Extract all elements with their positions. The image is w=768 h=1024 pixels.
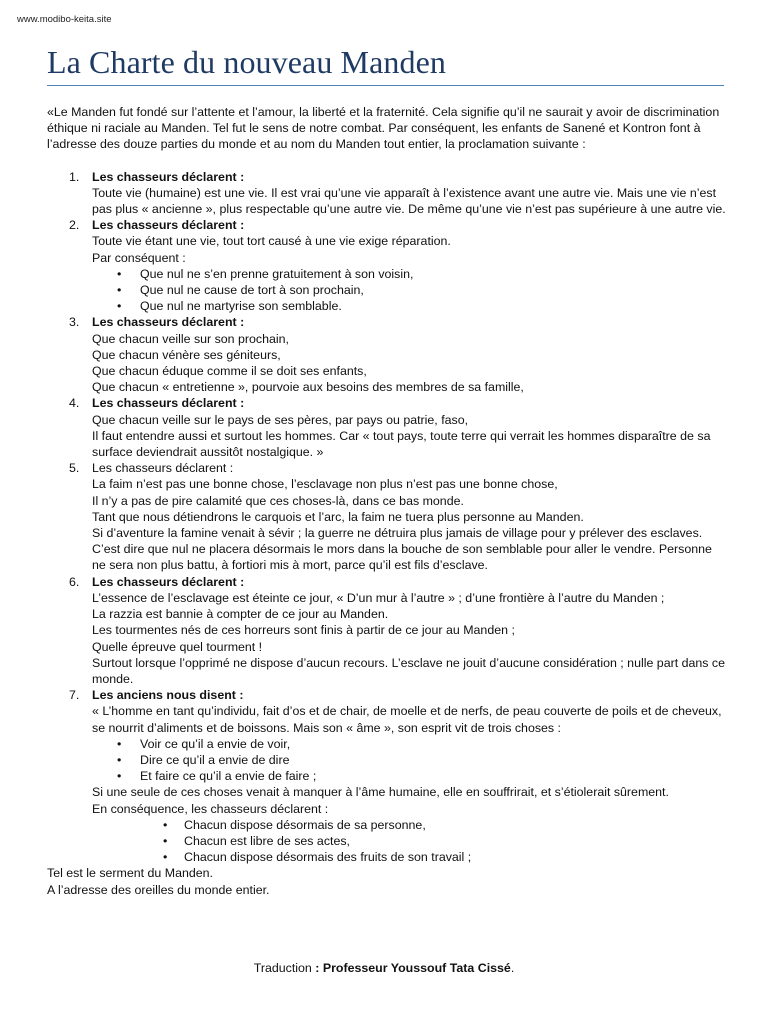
item-line: Toute vie étant une vie, tout tort causé à une vie exige réparation. xyxy=(92,234,451,249)
bullet-list xyxy=(92,736,727,785)
item-line: L’essence de l’esclavage est éteinte ce jour, « D’un mur à l’autre » ; d’une frontière à l’autre du Manden ; xyxy=(92,590,665,605)
bullet-item xyxy=(92,817,727,833)
bullet-text: Que nul ne martyrise son semblable. xyxy=(140,299,342,314)
bullet-item xyxy=(92,282,727,298)
item-number: 6. xyxy=(69,574,80,589)
item-line: Que chacun vénère ses géniteurs, xyxy=(92,347,281,362)
bullet-text: Que nul ne cause de tort à son prochain, xyxy=(140,283,364,298)
closing-line: Tel est le serment du Manden. xyxy=(47,866,213,881)
bullet-item xyxy=(92,736,727,752)
site-url: www.modibo-keita.site xyxy=(17,14,112,25)
bullet-glyph: • xyxy=(163,817,168,832)
item-line: Toute vie (humaine) est une vie. Il est vrai qu’une vie apparaît à l’existence avant une autre vie. Mais une vie n’est pas plus « ancienne », plus respectable qu’une autre vie. De même qu’une vie n’est pas supérieure à une autre vie. xyxy=(92,185,726,217)
declaration-item xyxy=(47,687,727,865)
declaration-item xyxy=(47,169,727,218)
bullet-glyph: • xyxy=(117,752,122,767)
item-number: 1. xyxy=(69,169,80,184)
item-line: En conséquence, les chasseurs déclarent : xyxy=(92,801,329,816)
credit-suffix: . xyxy=(510,961,515,975)
item-heading: Les chasseurs déclarent : xyxy=(92,169,245,184)
declaration-item xyxy=(47,460,727,573)
bullet-glyph: • xyxy=(117,736,122,751)
item-heading: Les chasseurs déclarent : xyxy=(92,396,245,411)
bullet-glyph: • xyxy=(117,299,122,314)
bullet-glyph: • xyxy=(117,283,122,298)
item-line: Tant que nous détiendrons le carquois et l’arc, la faim ne tuera plus personne au Manden. xyxy=(92,509,584,524)
bullet-text: Chacun est libre de ses actes, xyxy=(184,833,350,848)
bullet-list xyxy=(92,266,727,315)
bullet-text: Que nul ne s’en prenne gratuitement à son voisin, xyxy=(140,266,414,281)
item-line: Que chacun éduque comme il se doit ses enfants, xyxy=(92,364,367,379)
item-heading: Les anciens nous disent : xyxy=(92,688,244,703)
item-heading: Les chasseurs déclarent : xyxy=(92,218,245,233)
item-line: Quelle épreuve quel tourment ! xyxy=(92,639,263,654)
item-line: Il faut entendre aussi et surtout les hommes. Car « tout pays, toute terre qui verrait les hommes disparaître de sa surface deviendrait aussitôt nostalgique. » xyxy=(92,428,711,460)
item-line: Il n’y a pas de pire calamité que ces choses-là, dans ce bas monde. xyxy=(92,493,464,508)
declaration-item xyxy=(47,574,727,687)
credit-prefix: Traduction xyxy=(253,961,316,975)
item-line: Par conséquent : xyxy=(92,250,186,265)
title-rule xyxy=(47,85,724,86)
item-line: Que chacun veille sur le pays de ses pères, par pays ou patrie, faso, xyxy=(92,412,469,427)
closing xyxy=(47,865,727,897)
item-number: 3. xyxy=(69,315,80,330)
item-line: La razzia est bannie à compter de ce jour au Manden. xyxy=(92,607,389,622)
intro-paragraph: «Le Manden fut fondé sur l’attente et l’amour, la liberté et la fraternité. Cela signifie qu’il ne saurait y avoir de discrimination éthique ni raciale au Manden. Tel fut le sens de notre combat. Par conséquent, les enfants de Sanené et Kontron font à l’adresse des douze parties du monde et au nom du Manden tout entier, la proclamation suivante : xyxy=(47,105,720,152)
declaration-item xyxy=(47,314,727,395)
bullet-item xyxy=(92,752,727,768)
bullet-glyph: • xyxy=(117,769,122,784)
bullet-text: Chacun dispose désormais de sa personne, xyxy=(184,817,426,832)
declaration-item xyxy=(47,217,727,314)
bullet-text: Voir ce qu’il a envie de voir, xyxy=(140,736,291,751)
bullet-text: Dire ce qu’il a envie de dire xyxy=(140,752,290,767)
bullet-list-nested xyxy=(92,817,727,866)
bullet-text: Et faire ce qu’il a envie de faire ; xyxy=(140,769,317,784)
item-line: Que chacun veille sur son prochain, xyxy=(92,331,289,346)
closing-line: A l’adresse des oreilles du monde entier. xyxy=(47,882,270,897)
item-line: Surtout lorsque l’opprimé ne dispose d’aucun recours. L’esclave ne jouit d’aucune considération ; nulle part dans ce monde. xyxy=(92,655,725,686)
bullet-glyph: • xyxy=(163,833,168,848)
item-line: « L’homme en tant qu’individu, fait d’os et de chair, de moelle et de nerfs, de peau couverte de poils et de cheveux, se nourrit d’aliments et de boissons. Mais son « âme », son esprit vit de trois choses : xyxy=(92,704,722,735)
item-number: 4. xyxy=(69,396,80,411)
item-line: Si d’aventure la famine venait à sévir ; la guerre ne détruira plus jamais de village pour y prélever des esclaves. C’est dire que nul ne placera désormais le mors dans la bouche de son semblable pour aller le vendre. Personne ne sera non plus battu, à fortiori mis à mort, parce qu’il est fils d’esclave. xyxy=(92,526,712,573)
bullet-item xyxy=(92,266,727,282)
bullet-item xyxy=(92,833,727,849)
item-line: Les tourmentes nés de ces horreurs sont finis à partir de ce jour au Manden ; xyxy=(92,623,515,638)
item-heading: Les chasseurs déclarent : xyxy=(92,315,245,330)
page-title: La Charte du nouveau Manden xyxy=(47,44,447,80)
item-heading: Les chasseurs déclarent : xyxy=(92,574,245,589)
bullet-item xyxy=(92,849,727,865)
bullet-item xyxy=(92,298,727,314)
item-number: 7. xyxy=(69,688,80,703)
declaration-item xyxy=(47,395,727,460)
credit-name: : Professeur Youssouf Tata Cissé xyxy=(315,961,511,975)
item-number: 5. xyxy=(69,461,80,476)
bullet-text: Chacun dispose désormais des fruits de son travail ; xyxy=(184,850,472,865)
item-line: La faim n’est pas une bonne chose, l’esclavage non plus n’est pas une bonne chose, xyxy=(92,477,558,492)
bullet-glyph: • xyxy=(163,850,168,865)
document-body xyxy=(47,104,727,898)
declarations-list xyxy=(47,169,727,866)
bullet-item xyxy=(92,768,727,784)
item-number: 2. xyxy=(69,218,80,233)
item-line: Que chacun « entretienne », pourvoie aux besoins des membres de sa famille, xyxy=(92,380,524,395)
item-heading: Les chasseurs déclarent : xyxy=(92,461,234,476)
bullet-glyph: • xyxy=(117,266,122,281)
item-line: Si une seule de ces choses venait à manquer à l’âme humaine, elle en souffrirait, et s’étiolerait sûrement. xyxy=(92,785,669,800)
translation-credit xyxy=(0,961,768,975)
